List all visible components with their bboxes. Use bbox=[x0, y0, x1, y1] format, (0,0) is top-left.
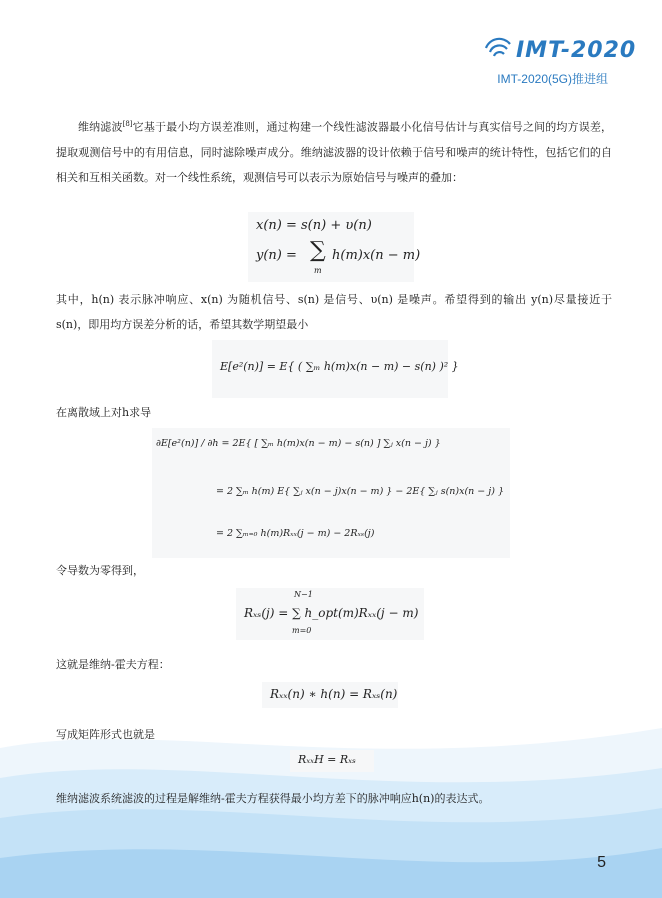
logo-wordmark: IMT-2020 bbox=[516, 38, 637, 63]
sum-lower-limit: m=0 bbox=[292, 626, 312, 635]
equation-wiener-hopf-sum bbox=[236, 588, 424, 640]
page-number: 5 bbox=[597, 854, 606, 871]
derivative-intro: 在离散域上对h求导 bbox=[56, 406, 152, 419]
intro-text-start: 维纳滤波 bbox=[78, 120, 123, 134]
derivative-line-2: = 2 ∑ₘ h(m) E{ ∑ⱼ x(n − j)x(n − m) } − 2E{ ∑ⱼ s(n)x(n − j) } bbox=[216, 486, 504, 497]
equation-output-rhs: h(m)x(n − m) bbox=[332, 248, 421, 263]
equation-derivative bbox=[152, 428, 510, 558]
matrix-form-text: RₓₓH = Rₓₛ bbox=[298, 753, 356, 766]
logo-subtitle: IMT-2020(5G)推进组 bbox=[497, 72, 608, 86]
equation-mse-text: E[e²(n)] = E{ ( ∑ₘ h(m)x(n − m) − s(n) )² } bbox=[220, 360, 459, 373]
wireless-signal-icon bbox=[480, 34, 514, 68]
equation-signal-model bbox=[248, 212, 421, 282]
conclusion-text: 维纳滤波系统滤波的过程是解维纳-霍夫方程获得最小均方差下的脉冲响应h(n)的表达式。 bbox=[56, 792, 490, 805]
intro-text-rest: 它基于最小均方误差准则，通过构建一个线性滤波器最小化信号估计与真实信号之间的均方误差，提取观测信号中的有用信息，同时滤除噪声成分。维纳滤波器的设计依赖于信号和噪声的统计特性，包括它们的自相关和互相关函数。对一个线性系统，观测信号可以表示为原始信号与噪声的叠加： bbox=[56, 120, 613, 184]
set-derivative-zero: 令导数为零得到， bbox=[56, 564, 144, 577]
reference-marker: [8] bbox=[122, 120, 133, 128]
summation-index: m bbox=[314, 266, 322, 275]
wiener-hopf-sum-text: Rₓₛ(j) = ∑ h_opt(m)Rₓₓ(j − m) bbox=[244, 606, 419, 620]
derivative-line-3: = 2 ∑ₘ₌₀ h(m)Rₓₓ(j − m) − 2Rₓₛ(j) bbox=[216, 528, 375, 539]
equation-wiener-hopf bbox=[262, 682, 398, 708]
definition-paragraph: 其中，h(n) 表示脉冲响应、x(n) 为随机信号、s(n) 是信号、υ(n) 是噪声。希望得到的输出 y(n)尽量接近于 s(n)，即用均方误差分析的话，希望其数学期望最小 bbox=[56, 293, 612, 331]
matrix-form-intro: 写成矩阵形式也就是 bbox=[56, 728, 155, 741]
equation-matrix-form bbox=[290, 750, 374, 772]
equation-mse bbox=[212, 340, 459, 398]
wiener-hopf-intro: 这就是维纳-霍夫方程： bbox=[56, 658, 170, 671]
derivative-line-1: ∂E[e²(n)] / ∂h = 2E{ [ ∑ₘ h(m)x(n − m) − s(n) ] ∑ⱼ x(n − j) } bbox=[156, 438, 441, 449]
sum-upper-limit: N−1 bbox=[294, 590, 313, 599]
equation-observation: x(n) = s(n) + υ(n) bbox=[256, 218, 372, 233]
summation-symbol: ∑ bbox=[310, 238, 326, 263]
intro-paragraph bbox=[56, 112, 612, 190]
imt2020-logo bbox=[478, 34, 637, 86]
equation-output-lhs: y(n) = bbox=[256, 248, 297, 263]
wiener-hopf-text: Rₓₓ(n) ∗ h(n) = Rₓₛ(n) bbox=[270, 687, 398, 701]
